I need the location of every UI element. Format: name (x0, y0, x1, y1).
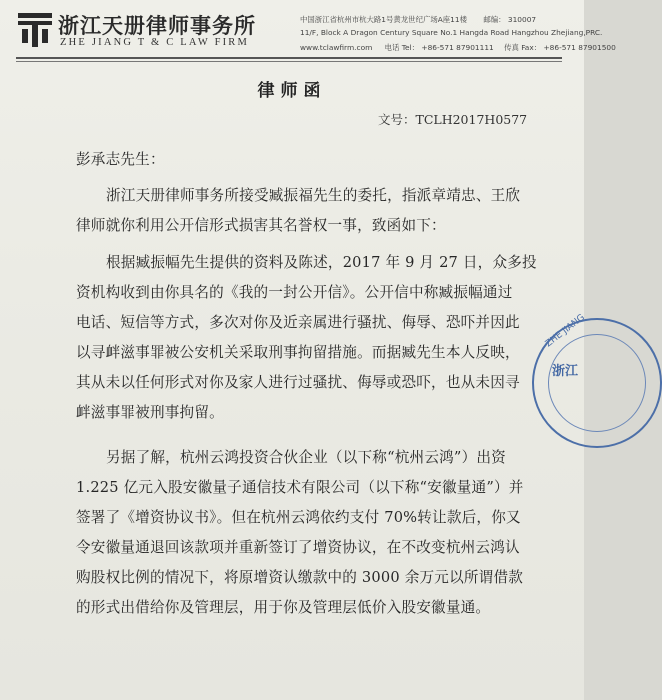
firm-seal-stamp (532, 312, 662, 448)
body-line: 另据了解，杭州云鸿投资合伙企业（以下称“杭州云鸿”）出资 (106, 449, 506, 466)
body-line: 律师就你利用公开信形式损害其名誉权一事，致函如下： (76, 217, 446, 234)
body-line: 以寻衅滋事罪被公安机关采取刑事拘留措施。而据臧先生本人反映， (76, 344, 520, 361)
body-line: 购股权比例的情况下，将原增资认缴款中的 3000 余万元以所谓借款 (76, 569, 524, 586)
body-line: 电话、短信等方式，多次对你及近亲属进行骚扰、侮辱、恐吓并因此 (76, 314, 520, 331)
body-line: 签署了《增资协议书》。但在杭州云鸿依约支付 70%转让款后，你又 (76, 509, 521, 526)
firm-name-cn: 浙江天册律师事务所 (58, 14, 256, 38)
body-line: 浙江天册律师事务所接受臧振福先生的委托，指派章靖忠、王欣 (106, 187, 521, 204)
body-line: 令安徽量通退回该款项并重新签订了增资协议，在不改变杭州云鸿认 (76, 539, 520, 556)
body-line: 其从未以任何形式对你及家人进行过骚扰、侮辱或恐吓，也从未因寻 (76, 374, 520, 391)
salutation: 彭承志先生： (76, 151, 165, 168)
body-line: 资机构收到由你具名的《我的一封公开信》。公开信中称臧振幅通过 (76, 284, 513, 301)
address-cn: 中国浙江省杭州市杭大路1号黄龙世纪广场A座11楼 (300, 15, 467, 24)
seal-arc-text: ZHE JIANG (543, 312, 587, 350)
address-line-cn (300, 14, 536, 25)
body-line: 根据臧振幅先生提供的资料及陈述，2017 年 9 月 27 日，众多投 (106, 254, 537, 271)
header-divider (16, 57, 562, 59)
postcode-label: 邮编： (483, 15, 506, 24)
seal-inner-ring (548, 334, 646, 432)
seal-center-text: 浙江 (552, 364, 579, 379)
contact-line (300, 42, 616, 53)
fax-label: 传真 Fax： (504, 43, 542, 52)
website: www.tclawfirm.com (300, 43, 373, 52)
postcode: 310007 (507, 15, 537, 24)
body-line: 的形式出借给你及管理层，用于你及管理层低价入股安徽量通。 (76, 599, 491, 616)
letter-title: 律师函 (257, 81, 327, 101)
address-en: 11/F, Block A Dragon Century Square No.1 Hangda Road Hangzhou Zhejiang,PRC. (300, 28, 603, 37)
body-line: 衅滋事罪被刑事拘留。 (76, 404, 224, 421)
document-number: 文号：TCLH2017H0577 (378, 112, 528, 127)
firm-name-en: ZHE JIANG T & C LAW FIRM (60, 37, 250, 48)
fax: +86-571 87901500 (543, 43, 616, 52)
phone-label: 电话 Tel： (384, 43, 420, 52)
header-divider-thin (16, 61, 562, 62)
firm-logo-icon (18, 13, 52, 47)
phone: +86-571 87901111 (421, 43, 494, 52)
body-line: 1.225 亿元入股安徽量子通信技术有限公司（以下称“安徽量通”）并 (76, 479, 524, 496)
